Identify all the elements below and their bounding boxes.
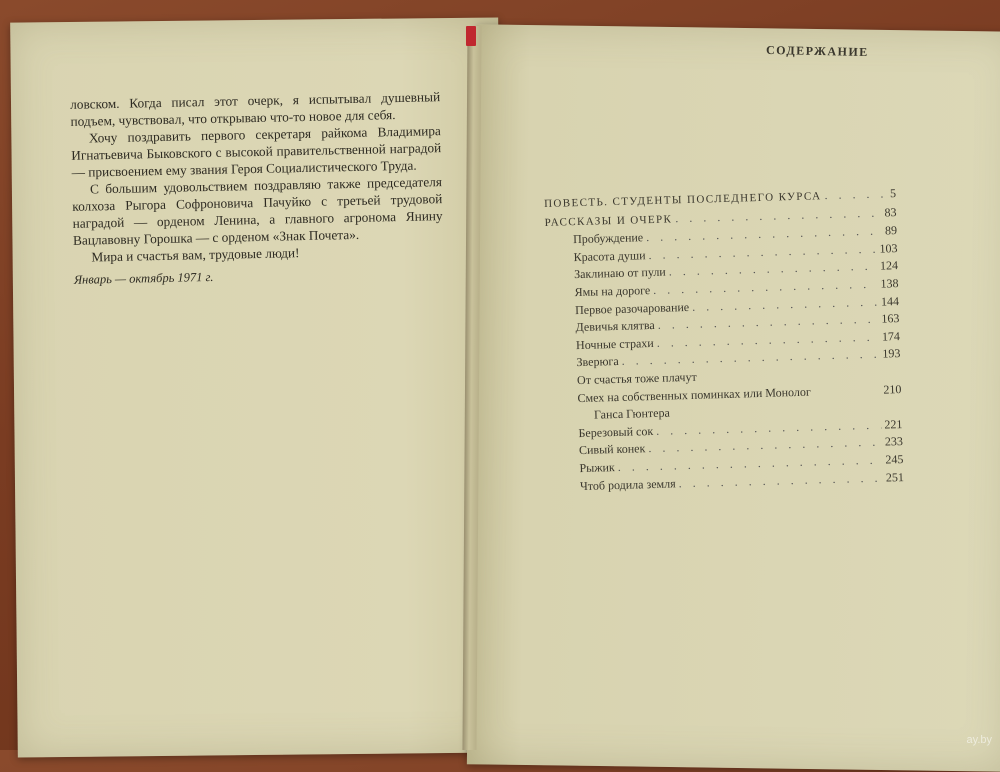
toc-entry-title: Ганса Гюнтера — [593, 405, 671, 422]
toc-page-number: 89 — [884, 223, 898, 238]
toc-entry-title: Смех на собственных поминках или Монолог — [577, 384, 811, 405]
toc-page-number: 233 — [884, 434, 904, 449]
left-page-text — [70, 88, 444, 289]
toc-entry-title: Березовый сок — [578, 423, 654, 440]
toc-entry-title: Ямы на дороге — [574, 283, 651, 300]
toc-entry-title: Чтоб родила земля — [579, 475, 676, 493]
bookmark-ribbon — [466, 26, 476, 46]
toc-leader-dots — [814, 393, 881, 395]
toc-page-number: 251 — [885, 469, 905, 485]
paragraph: Хочу поздравить первого секретаря райкома Владимира Игнатьевича Быковского с высокой правительственной наградой — присвоением ему звания Героя Социалистического Труда. — [71, 123, 442, 180]
toc-entry-title: Рыжик — [579, 460, 615, 475]
toc-page-number: 221 — [884, 416, 903, 432]
toc-entry-title: РАССКАЗЫ И ОЧЕРК — [544, 212, 673, 229]
toc-page-number: 245 — [885, 451, 904, 467]
toc-page-number: 138 — [880, 276, 899, 291]
toc-page-number: 174 — [881, 328, 901, 344]
toc-entry-title: Ночные страхи — [575, 335, 654, 352]
toc-entry-title: Сивый конек — [578, 441, 646, 458]
toc-leader-dots — [700, 375, 898, 381]
toc-entry-title: От счастья тоже плачут — [576, 369, 697, 388]
toc-page-number: 83 — [884, 204, 897, 220]
toc-page-number: 103 — [879, 240, 898, 256]
toc-entry-title: Красота души — [573, 247, 646, 264]
toc-leader-dots — [824, 185, 887, 204]
paragraph: С большим удовольствием поздравляю также председателя колхоза Рыгора Софроновича Пачуйко с третьей трудовой наградой — орденом Ленина, а главного агронома Янину Вацлавовну Горошка — с орденом «Знак Почета». — [72, 174, 443, 248]
toc-page-number: 144 — [880, 293, 900, 309]
toc-entry-title: Пробуждение — [572, 230, 644, 247]
toc-page-number: 210 — [883, 381, 902, 397]
toc-page-number: 124 — [879, 258, 899, 273]
toc-entry-title: Заклинаю от пули — [573, 264, 666, 282]
date-signature: Январь — октябрь 1971 г. — [73, 269, 214, 287]
paragraph: ловском. Когда писал этот очерк, я испытывал душевный подъем, чувствовал, что открываю что-то новое для себя. — [70, 89, 441, 129]
table-of-contents — [544, 185, 904, 496]
contents-title: СОДЕРЖАНИЕ — [765, 42, 869, 60]
watermark: ay.by — [966, 734, 992, 746]
toc-entry-title: ПОВЕСТЬ. СТУДЕНТЫ ПОСЛЕДНЕГО КУРСА — [543, 190, 822, 210]
toc-leader-dots — [673, 410, 899, 416]
toc-page-number: 163 — [881, 311, 900, 326]
toc-entry-title: Девичья клятва — [575, 318, 655, 335]
toc-entry-title: Первое разочарование — [574, 299, 690, 317]
paragraph: Мира и счастья вам, трудовые люди! — [91, 245, 300, 265]
toc-entry-title: Зверюга — [576, 354, 619, 370]
toc-page-number: 5 — [889, 186, 897, 201]
toc-page-number: 193 — [882, 346, 901, 361]
